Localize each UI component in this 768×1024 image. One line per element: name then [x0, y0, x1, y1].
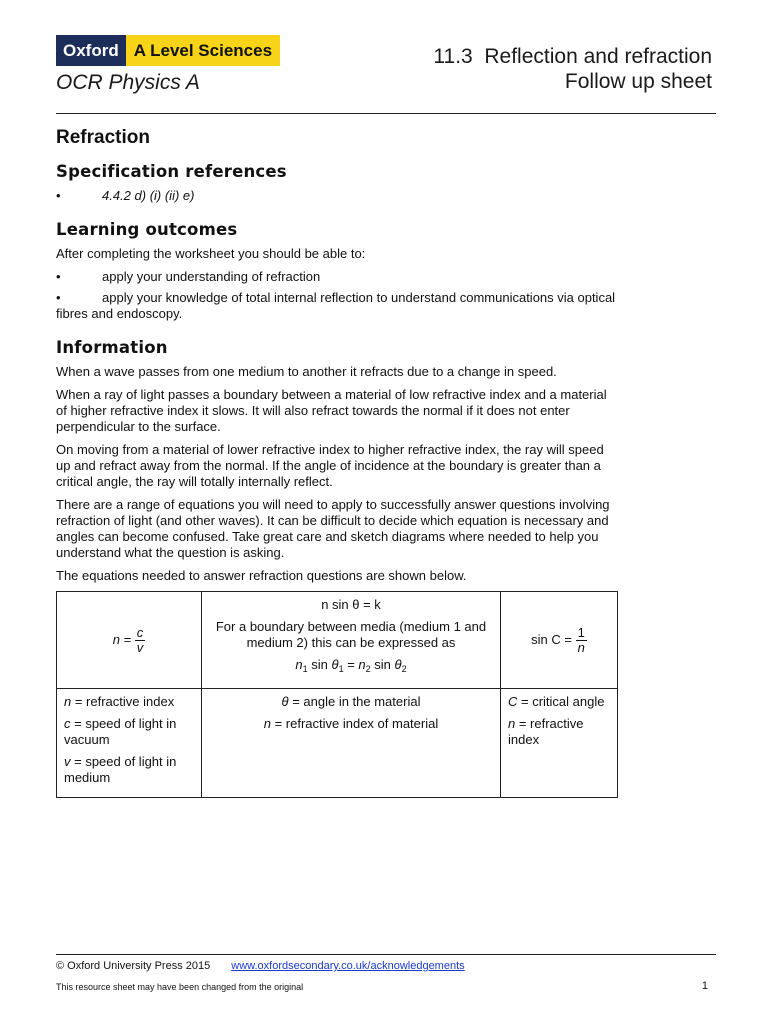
footer-copyright [56, 960, 465, 972]
col2-definitions [202, 689, 501, 798]
copyright-text: © Oxford University Press 2015 [56, 960, 211, 972]
course-title: OCR Physics A [56, 71, 200, 94]
eq3-denominator: n [577, 639, 585, 655]
outcomes-intro: After completing the worksheet you should be able to: [56, 246, 366, 261]
eq3-numerator: 1 [577, 624, 585, 640]
brand-series: A Level Sciences [126, 35, 280, 66]
outcome-item-text: apply your understanding of refraction [102, 269, 321, 284]
bullet-icon: • [56, 188, 61, 203]
section-title: 11.3 Reflection and refraction [433, 45, 712, 68]
info-paragraph: The equations needed to answer refraction questions are shown below. [56, 568, 467, 583]
footer-divider [56, 954, 716, 955]
eq2-n1: n [295, 657, 303, 672]
outcome-item-text: apply your knowledge of total internal reflection to understand communications via optical fibres and endoscopy. [56, 290, 616, 321]
table-row [57, 592, 618, 689]
eq2-sub2: 2 [365, 664, 371, 674]
footer-note: This resource sheet may have been changed from the original [56, 982, 304, 992]
header-titles [433, 44, 712, 94]
eq1-denominator: v [136, 639, 144, 655]
page-number: 1 [701, 980, 708, 992]
eq2-equals: = [347, 657, 355, 672]
brand-logo [56, 35, 280, 66]
definition: c = speed of light in vacuum [64, 716, 177, 747]
eq2-sin2: sin [374, 657, 391, 672]
col1-definitions [57, 689, 202, 798]
eq1-lhs: n = [112, 631, 132, 647]
eq2-formula [209, 657, 493, 677]
definition: n = refractive index of material [263, 716, 439, 731]
definition: n = refractive index [508, 716, 584, 747]
eq2-n2: n [358, 657, 366, 672]
info-paragraph: There are a range of equations you will need to apply to successfully answer questions involving refraction of light (and other waves). It can be difficult to decide which equation is necessary and angles can become confused. Take great care and sketch diagrams where needed to help you understand what the question is asking. [56, 497, 610, 560]
equations-table [56, 591, 618, 798]
information-heading: Information [56, 338, 168, 357]
equation-snell [202, 592, 501, 689]
page-title: Refraction [56, 127, 150, 148]
sheet-type: Follow up sheet [564, 70, 712, 93]
definition: n = refractive index [64, 694, 175, 709]
header-divider [56, 113, 716, 114]
spec-item [56, 188, 616, 204]
eq2-sub2b: 2 [401, 664, 407, 674]
definition: v = speed of light in medium [64, 754, 177, 785]
bullet-icon: • [56, 269, 61, 284]
bullet-icon: • [56, 290, 61, 305]
col3-definitions [501, 689, 618, 798]
equation-critical-angle [501, 592, 618, 689]
info-paragraph: On moving from a material of lower refractive index to higher refractive index, the ray will speed up and refract away from the normal. If the angle of incidence at the boundary is greater than a critical angle, the ray will totally internally reflect. [56, 442, 604, 489]
eq3-lhs: sin C = [531, 631, 572, 647]
equation-refractive-index [57, 592, 202, 689]
eq1-numerator: c [136, 624, 144, 640]
spec-heading: Specification references [56, 162, 287, 181]
outcomes-heading: Learning outcomes [56, 220, 238, 239]
outcome-item [56, 290, 616, 322]
eq2-theta1: θ [331, 657, 339, 672]
eq2-theta2: θ [394, 657, 402, 672]
brand-oxford: Oxford [56, 35, 126, 66]
main-content [56, 126, 616, 798]
table-row [57, 689, 618, 798]
info-paragraph: When a wave passes from one medium to another it refracts due to a change in speed. [56, 364, 557, 379]
eq2-top: n sin θ = k [321, 597, 381, 612]
eq2-sin1: sin [311, 657, 328, 672]
definition: C = critical angle [508, 694, 605, 709]
outcome-item [56, 269, 616, 285]
eq3-fraction [576, 626, 587, 655]
eq1-fraction [135, 626, 146, 655]
info-paragraph: When a ray of light passes a boundary between a material of low refractive index and a material of higher refractive index it slows. It will also refract towards the normal if it does not enter perpendicular to the surface. [56, 387, 607, 434]
definition: θ = angle in the material [281, 694, 421, 709]
eq2-sub1b: 1 [338, 664, 344, 674]
eq2-desc: For a boundary between media (medium 1 and medium 2) this can be expressed as [215, 619, 487, 650]
spec-item-text: 4.4.2 d) (i) (ii) e) [102, 188, 195, 203]
eq2-sub1: 1 [302, 664, 308, 674]
acknowledgements-link[interactable]: www.oxfordsecondary.co.uk/acknowledgements [231, 960, 465, 972]
